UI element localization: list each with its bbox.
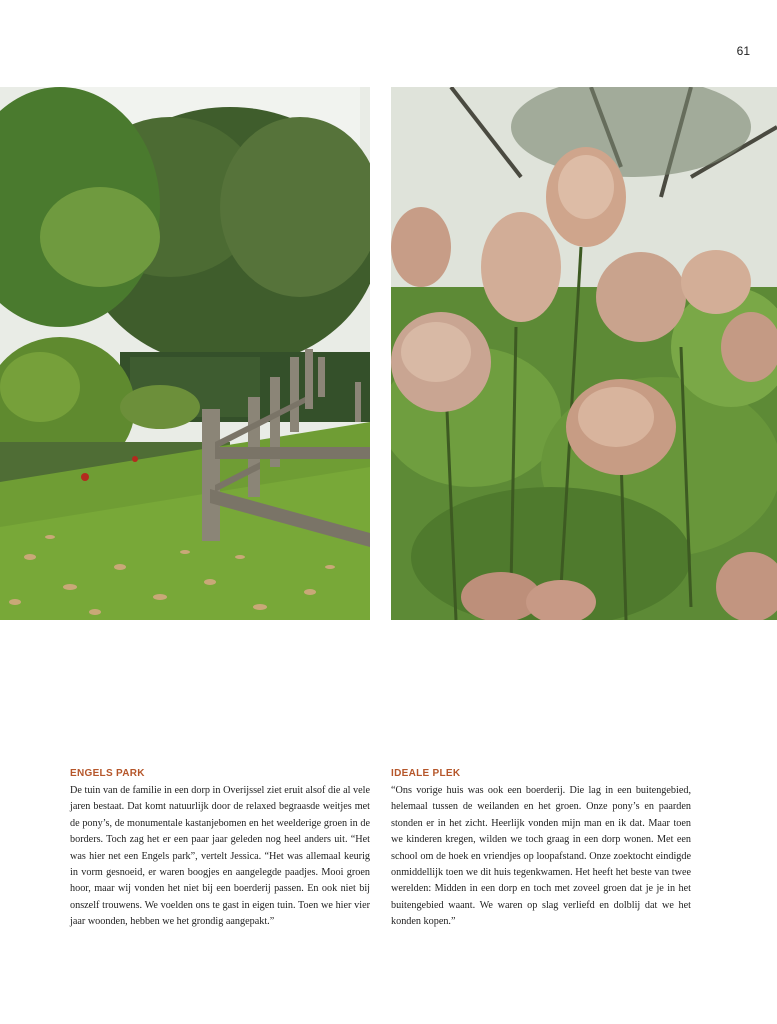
section-ideale-plek <box>391 768 691 931</box>
section-engels-park <box>70 768 370 931</box>
garden-fence-illustration <box>0 87 370 620</box>
page-number: 61 <box>736 44 750 58</box>
garden-fence-photo <box>0 87 370 620</box>
section-body: De tuin van de familie in een dorp in Overijssel ziet eruit alsof die al vele jaren bestaat. Dat komt natuurlijk door de relaxed begraasde weitjes met de pony’s, de monumentale kastanjebomen en het weelderige groen in de borders. Toch zag het er een paar jaar geleden nog heel anders uit. “Het was hier net een Engels park”, vertelt Jessica. “Het was allemaal keurig in vorm gesnoeid, er waren boogjes en aangelegde paadjes. Mooi groen hoor, maar wij vonden het niet bij een boerderij passen. En ook niet bij onszelf trouwens. We voelden ons te gast in eigen tuin. Toen we hier vier jaar woonden, hebben we het grondig aangepakt.” <box>70 785 370 928</box>
section-heading: ENGELS PARK <box>70 768 145 779</box>
section-body: “Ons vorige huis was ook een boerderij. Die lag in een buitengebied, helemaal tussen de weilanden en het groen. Onze pony’s en paarden stonden er in het zicht. Heerlijk vonden mijn man en ik dat. Maar toen we kinderen kregen, wilden we toch graag in een dorp wonen. Met een school om de hoek en vriendjes op loopafstand. Onze zoektocht eindigde onmiddellijk toen we dit huis tegenkwamen. Het heeft het beste van twee werelden: Midden in een dorp en toch met zoveel groen dat je je in het buitengebied waant. We waren op slag verliefd en dolblij dat we het konden kopen.” <box>391 785 691 928</box>
hydrangea-photo <box>391 87 777 620</box>
section-heading: IDEALE PLEK <box>391 768 461 779</box>
hydrangea-illustration <box>391 87 777 620</box>
